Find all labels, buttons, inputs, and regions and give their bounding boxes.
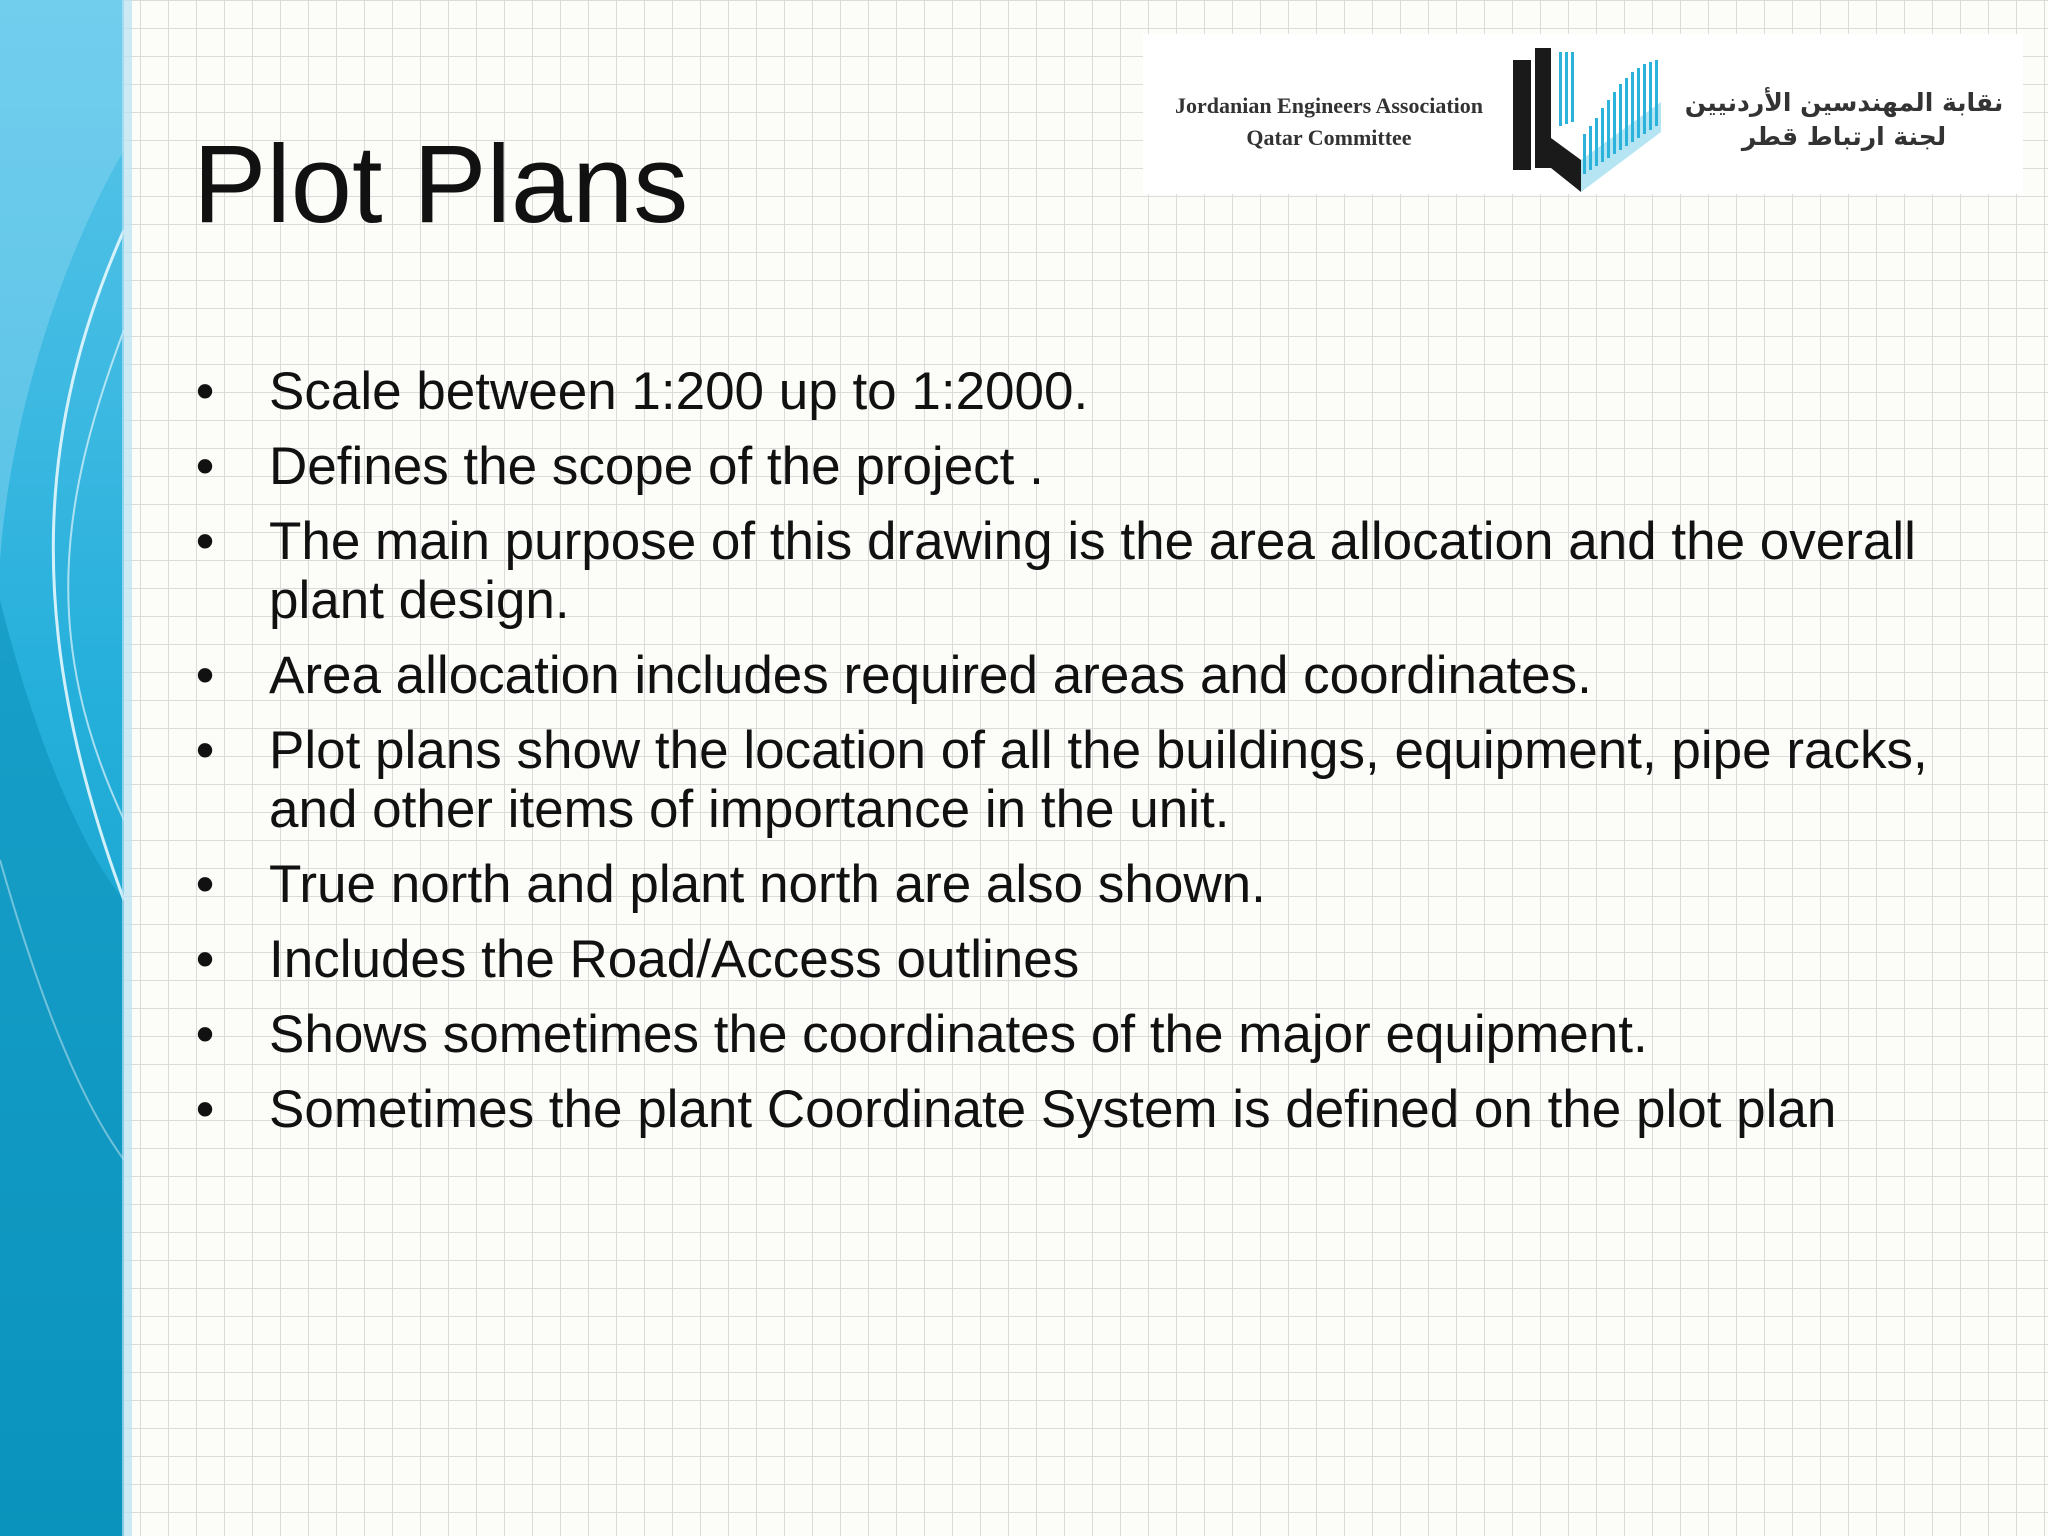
bullet-dot-icon: • [195,855,215,914]
bullet-dot-icon: • [195,930,215,989]
bullet-text: Scale between 1:200 up to 1:2000. [269,362,1089,421]
bullet-text: Defines the scope of the project . [269,437,1044,496]
bullet-item [193,437,1943,496]
logo-english-line2: Qatar Committee [1246,124,1412,150]
jea-logo-mark-icon [1511,42,1671,197]
bullet-item [193,362,1943,421]
bullet-text: The main purpose of this drawing is the area allocation and the overall plant design. [269,512,1916,630]
bullet-dot-icon: • [195,721,215,780]
bullet-text: Shows sometimes the coordinates of the major equipment. [269,1005,1648,1064]
logo-arabic-line2: لجنة ارتباط قطر [1741,121,1947,151]
bullet-item [193,1005,1943,1064]
bullet-list [193,362,1943,1155]
decorative-side-band [0,0,132,1536]
logo-arabic-line1: نقابة المهندسين الأردنيين [1684,88,2004,117]
bullet-text: Plot plans show the location of all the buildings, equipment, pipe racks, and other items of importance in the unit. [269,721,1928,839]
logo-arabic-name [1679,86,2009,154]
logo-english-line1: Jordanian Engineers Association [1174,93,1484,118]
bullet-item [193,1080,1943,1139]
bullet-dot-icon: • [195,362,215,421]
bullet-dot-icon: • [195,1005,215,1064]
bullet-text: True north and plant north are also shown. [269,855,1266,914]
slide-title: Plot Plans [193,123,689,246]
bullet-item [193,855,1943,914]
bullet-text: Area allocation includes required areas and coordinates. [269,646,1592,705]
bullet-text: Sometimes the plant Coordinate System is defined on the plot plan [269,1080,1837,1139]
bullet-item [193,512,1943,630]
association-logo [1143,34,2023,194]
bullet-dot-icon: • [195,1080,215,1139]
bullet-item [193,721,1943,839]
bullet-dot-icon: • [195,437,215,496]
bullet-text: Includes the Road/Access outlines [269,930,1080,989]
bullet-item [193,930,1943,989]
bullet-dot-icon: • [195,512,215,571]
bullet-dot-icon: • [195,646,215,705]
bullet-item [193,646,1943,705]
logo-english-name [1153,90,1505,154]
